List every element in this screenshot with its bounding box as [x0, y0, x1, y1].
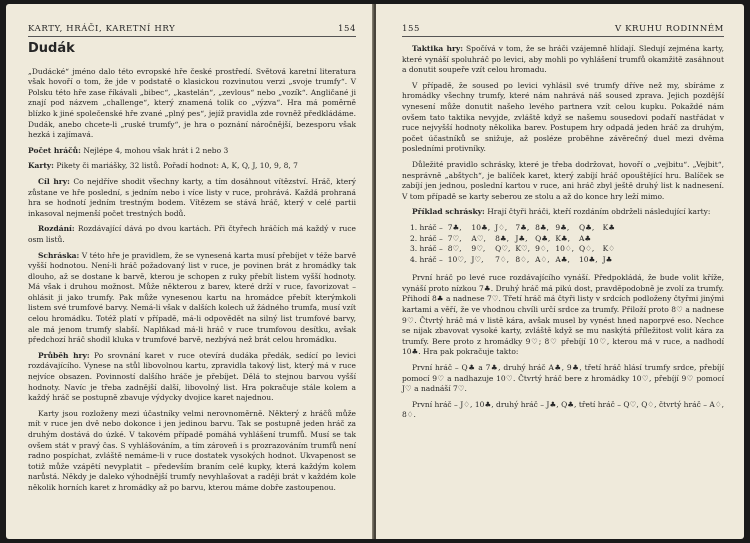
- deal-card: J♢,: [495, 222, 508, 232]
- vejbit-paragraph: Důležité pravidlo schrásky, které je třeba dodržovat, hovoří o „vejbitu“. „Vejbit“, nesprávně „abštych“, je balíček karet, který zabíjí hráč opouštějící hru. Balíček se zabíjí jen jednou, poslední kartou v ruce, ani hráč zbyl ještě druhý list k nadnesení. V tom případě se karty seberou ze stolu a až do konce hry leží mimo.: [402, 159, 724, 201]
- deal-card: 9♡,: [471, 244, 486, 254]
- deal-card: Q♣,: [535, 233, 551, 243]
- example-label: Příklad schrásky:: [412, 207, 485, 217]
- right-header-title: V KRUHU RODINNÉM: [615, 24, 724, 34]
- deal-card: J♣,: [515, 233, 528, 243]
- deal-card: 7♢,: [495, 254, 509, 264]
- right-page-number: 155: [402, 24, 421, 34]
- deal-card: 7♣,: [515, 222, 530, 232]
- deal-card: 8♣,: [535, 222, 549, 232]
- play-example-paragraph: První hráč po levé ruce rozdávajícího vynáší. Předpokládá, že bude volit kříže, vynáší proto nízkou 7♣. Druhý hráč má pikú dost, pravděpodobně je zvolí za trumfy. Přihodí 8♣ a nadnese 7♡. Třetí hráč má čtyři listy v srdcích podloženy čtyřmi jinými kartami a věří, že ve vhodnou chvíli určí srdce za trumfy. Přiloží proto 8♡ a nadnese 9♡. Čtvrtý hráč má v listě kára, avšak musel by vynést hned naporpvé eso. Nechce se nijak zbavovat vysoké karty, zvláště když se mu naskýtá příležitost volit kára za trumfy. Bere proto z hromádky 9♡; 8♡ přebíjí 10♡, kterou má v ruce, a nadhodí 10♣. Hra pak pokračuje takto:: [402, 273, 724, 357]
- right-page: [376, 4, 744, 539]
- deal-player: 4. hráč –: [410, 254, 443, 264]
- deal-card: A♡,: [471, 233, 486, 243]
- scheme-text: V této hře je pravidlem, že se vynesená karta musí přebíjet v téže barvě vyšší hodnotou. Není-li hráč požadovaný list v ruce, je povinen brát z hromádky tak dlouho, až se dostane k barvě, kterou je schopen z ruky přebít listem vyšší hodnoty. Má však i druhou možnost. Může některou z barev, které drží v ruce, favorizovat – ohlásit ji jako trumfy. Pak může vynesenou kartu na hromádce přebít kterýmkoli listem své trumfové barvy. Nemá-li však v dalších kolech už žádného trumfa, musí vzít celou hromádku. Totéž platí v případě, má-li odpovědět na silný list trumfové barvy, ale má jenom trumfy slabší. Naplňkad má-li hráč v ruce trumfovou desítku, avšak předchozí hráč shodil kluka v trumfové barvě, nezbývá než brát celou hromádku.: [28, 250, 357, 345]
- deal-row: [410, 244, 620, 255]
- deal-card: 9♢,: [535, 244, 549, 254]
- play-paragraph-1: [28, 351, 356, 404]
- right-running-header: [402, 22, 724, 37]
- scheme-paragraph: [28, 251, 356, 346]
- left-running-header: [28, 22, 356, 37]
- intro-paragraph: „Dudácké“ jméno dalo této evropské hře české prostředí. Světová karetní literatura však hovoří o tom, že jde v podstatě o klasickou rozvinutou verzi „svoje trumfy“. V Polsku této hře zase říkávali „bibec“, „kastelán“, „zevlous“ nebo „vozík“. Angličané ji znají pod názvem „challenge“, který znamená tolik co „výzva“. Hra má poměrně blízko k jiné společenské hře zvané „plný pes“, jejíž pravidla zde rovněž předkládáme. Dudák, anebo chcete-li „ruské trumfy“, je hra o poznání náročnější, bezesporu však hezká i zajímavá.: [28, 66, 356, 140]
- deal-card: Q♡,: [495, 244, 511, 254]
- players-text: Nejlépe 4, mohou však hrát i 2 nebo 3: [83, 145, 229, 155]
- deal-table: [410, 223, 620, 265]
- deal-paragraph: [28, 224, 356, 245]
- deal-text: Rozdávající dává po dvou kartách. Při čtyřech hráčích má každý v ruce osm listů.: [28, 224, 356, 244]
- left-page-number: 154: [337, 24, 356, 34]
- play-paragraph-2: Karty jsou rozloženy mezi účastníky velmi nerovnoměrně. Některý z hráčů může mít v ruce jen dvě nebo dokonce i jen jedinou barvu. Tak se postupně jeden hráč za druhým dostává do úzké. V takovém případě pomáhá vyhlášení trumfů. Musí se tak ovšem stát v pravý čas. S vyhlášováním, a tím zároveň i s prozrazováním trumfů není radno pospíchat, zvláště nemáme-li v ruce dostatek vysokých hodnot. Ukvapenost se totiž může vzápětí nevyplatit – především braním celé kupky, která každým kolem narůstá. Někdy je daleko výhodnější trumfy nevyhlašovat a raději brát v každém kole několik horních karet z hromádky až po barvu, kterou máme dobře zastoupenou.: [28, 408, 356, 492]
- deal-card: K♣,: [555, 233, 571, 243]
- deal-card: 10♢,: [555, 244, 574, 254]
- goal-text: Co nejdříve shodit všechny karty, a tím dosáhnout vítězství. Hráč, který zůstane ve hře poslední, s jedním nebo i více listy v ruce, prohrává. Každá prohraná hra se hodnotí jedním trestným bodem. Vítězem se stává hráč, který v celé partii inkasoval nejmenší počet trestných bodů.: [28, 176, 357, 218]
- deal-card: J♣: [602, 254, 613, 264]
- deal-card: 8♢,: [515, 254, 530, 264]
- tactics-text: Spočívá v tom, že se hráči vzájemně hlídají. Sledují zejména karty, které vynáší spoluhráč po levici, aby mohli po vyhlášení trumfů okamžitě zasáhnout a donutit soupeře vzít celou hromadu.: [402, 44, 724, 75]
- goal-label: Cíl hry:: [38, 176, 70, 186]
- deal-card: A♣,: [555, 254, 570, 264]
- deal-card: 8♣,: [495, 233, 509, 243]
- deal-row: [410, 255, 620, 266]
- deal-card: 10♣,: [471, 222, 491, 232]
- deal-player: 2. hráč –: [410, 233, 443, 243]
- deal-card: K♣: [602, 222, 615, 232]
- left-header-title: KARTY, HRÁČI, KARETNÍ HRY: [28, 24, 176, 34]
- deal-card: J♡,: [471, 254, 484, 264]
- play-continuation-paragraph: První hráč – Q♣ a 7♣, druhý hráč A♣, 9♣, třetí hráč hlásí trumfy srdce, přebíjí pomocí 9♡ a nadhazuje 10♡. Čtvrtý hráč bere z hromádky 10♡, přebíjí 9♡ pomocí J♡ a nadnáší 7♡.: [402, 363, 724, 394]
- tactics-label: Taktika hry:: [412, 44, 464, 53]
- tactics-paragraph-2: V případě, že soused po levici vyhlásil své trumfy dříve než my, sbíráme z hromádky všechny trumfy, které nám nahrává náš soused zprava. Jejich pozdější vynesení může donutit našeho levého partnera vzít celou kupku. Pokaždé nám ovšem tato taktika nevyjde, zvláště když se našemu sousedovi podaří nastřádat v ruce nejvyšší hodnoty několika barev. Postupem hry odpadá jeden hráč za druhým, počet účastníků se snižuje, až posléze proběhne závěrečný duel mezi dvěma posledními protivníky.: [402, 80, 724, 154]
- play-text-1: Po srovnání karet v ruce otevírá dudáka předák, sedící po levici rozdávajícího. Vynese na stůl libovolnou kartu, zpravidla takový list, který má v ruce nejvíce obsazen. Povinností dalšího hráče je přebíjet. Dělá to stejnou barvou vyšší hodnoty. Navíc je třeba zadnější další, libovolný list. Hra pokračuje stále kolem a každý hráč se postupně zbavuje výdycky dvojice karet najednou.: [28, 350, 356, 403]
- deal-row: [410, 223, 620, 234]
- players-label: Počet hráčů:: [28, 145, 81, 155]
- cards-label: Karty:: [28, 161, 54, 171]
- deal-card: Q♢,: [578, 244, 595, 254]
- deal-player: 1. hráč –: [410, 222, 443, 232]
- example-paragraph: [402, 207, 724, 218]
- scheme-label: Schráska:: [38, 250, 80, 260]
- left-page: [6, 4, 374, 539]
- deal-card: 9♣,: [555, 222, 570, 232]
- deal-card: K♢: [602, 244, 615, 254]
- deal-player: 3. hráč –: [410, 244, 443, 254]
- example-text: Hrají čtyři hráči, kteří rozdáním obdrželi následující karty:: [487, 207, 711, 217]
- right-page-body: [402, 44, 724, 426]
- deal-card: 10♡,: [447, 254, 467, 264]
- deal-card: 8♡,: [447, 244, 462, 254]
- deal-card: 7♡,: [447, 233, 462, 243]
- goal-paragraph: [28, 177, 356, 219]
- play-final-paragraph: První hráč – J♢, 10♣, druhý hráč – J♣, Q♣, třetí hráč – Q♡, Q♢, čtvrtý hráč – A♢, 8♢.: [402, 399, 724, 420]
- cards-text: Pikety či mariášky, 32 listů. Pořadí hodnot: A, K, Q, J, 10, 9, 8, 7: [56, 161, 298, 171]
- open-book: [6, 4, 744, 539]
- deal-card: K♡,: [515, 244, 531, 254]
- cards-paragraph: [28, 161, 356, 172]
- deal-card: 10♣,: [578, 254, 598, 264]
- deal-label: Rozdání:: [38, 224, 75, 234]
- deal-card: 7♣,: [447, 222, 462, 232]
- players-paragraph: [28, 146, 356, 157]
- deal-card: A♣: [578, 233, 592, 243]
- left-page-body: [28, 41, 357, 499]
- deal-row: [410, 234, 620, 245]
- play-label: Průběh hry:: [38, 350, 90, 360]
- deal-card: A♢,: [535, 254, 550, 264]
- tactics-paragraph: [402, 44, 724, 76]
- deal-card: Q♣,: [578, 222, 595, 232]
- section-title: Dudák: [28, 41, 75, 56]
